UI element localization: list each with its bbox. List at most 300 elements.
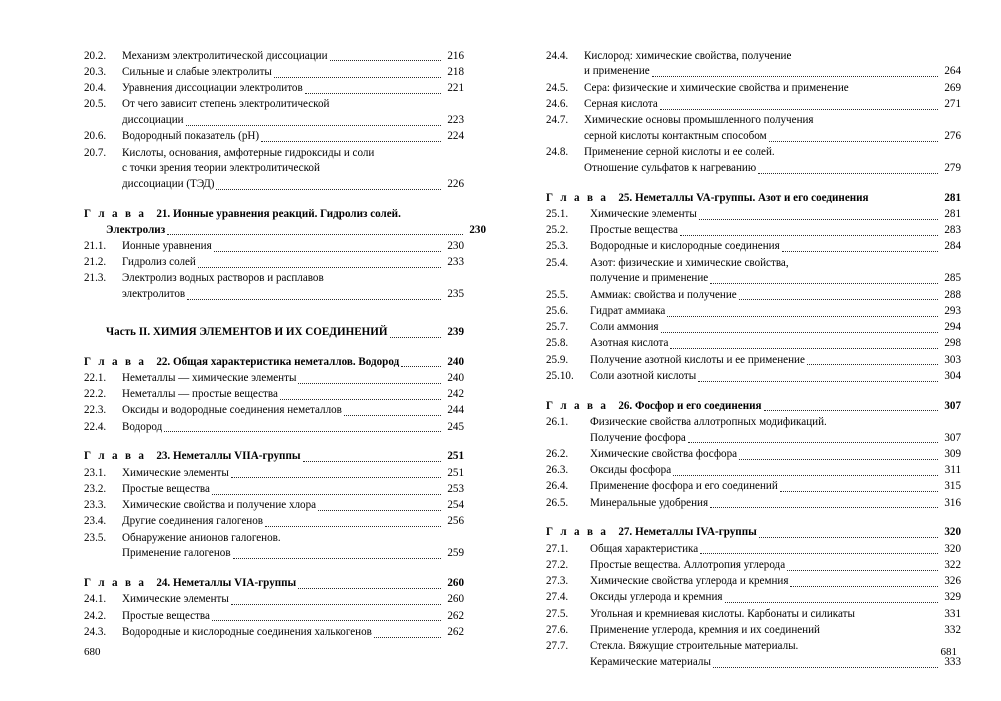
leader-dots xyxy=(322,173,441,174)
toc-chapter-entry xyxy=(84,207,486,239)
entry-title: Оксиды и водородные соединения неметаллов xyxy=(122,404,342,417)
entry-title: Минеральные удобрения xyxy=(590,496,709,509)
entry-title: Кислород: химические свойства, получение xyxy=(584,49,792,62)
toc-section-entry xyxy=(546,542,961,558)
entry-title: Простые вещества. Аллотропия углерода xyxy=(590,558,786,571)
leader-dots xyxy=(187,298,441,300)
entry-title: Получение фосфора xyxy=(590,431,686,444)
entry-page-number: 279 xyxy=(944,161,961,174)
leader-dots xyxy=(167,233,463,235)
chapter-number: 27. xyxy=(618,526,635,539)
entry-page-number: 307 xyxy=(944,431,961,444)
toc-section-entry xyxy=(546,463,961,479)
entry-title: Гидрат аммиака xyxy=(590,304,666,317)
toc-chapter-row[interactable] xyxy=(546,399,961,415)
toc-section-row[interactable] xyxy=(84,271,464,287)
entry-number: 20.5. xyxy=(84,98,107,111)
entry-number: 27.6. xyxy=(546,623,569,636)
toc-section-entry xyxy=(546,256,961,288)
toc-section-row[interactable] xyxy=(84,255,464,271)
chapter-number: 25. xyxy=(618,191,635,204)
entry-title: Азотная кислота xyxy=(590,337,669,350)
toc-section-row[interactable] xyxy=(546,607,961,623)
toc-section-row[interactable] xyxy=(84,482,464,498)
toc-section-row[interactable] xyxy=(546,113,961,129)
entry-number: 26.5. xyxy=(546,496,569,509)
leader-dots xyxy=(700,552,938,554)
entry-page-number: 315 xyxy=(944,480,961,493)
toc-section-row[interactable] xyxy=(546,207,961,223)
entry-page-number: 303 xyxy=(944,353,961,366)
entry-number: 25.8. xyxy=(546,337,569,350)
entry-page-number: 245 xyxy=(447,420,464,433)
entry-page-number: 284 xyxy=(944,240,961,253)
entry-title: Азот: физические и химические свойства, xyxy=(590,256,789,269)
chapter-word: Г л а в а xyxy=(546,191,619,204)
page-right xyxy=(500,0,1001,701)
toc-section-entry xyxy=(546,639,961,671)
toc-section-entry xyxy=(546,415,961,447)
toc-section-entry xyxy=(546,607,961,623)
toc-chapter-row-cont[interactable] xyxy=(84,223,486,239)
entry-title: Применение фосфора и его соединений xyxy=(590,480,778,493)
entry-number: 25.10. xyxy=(546,369,574,382)
leader-dots xyxy=(298,382,441,384)
toc-chapter-row[interactable] xyxy=(84,449,464,465)
entry-title: Неметаллы — химические элементы xyxy=(122,371,297,384)
entry-number: 21.2. xyxy=(84,256,107,268)
chapter-number: 22. xyxy=(156,355,173,368)
toc-section-row[interactable] xyxy=(84,146,464,162)
toc-section-row[interactable] xyxy=(84,81,464,97)
chapter-number: 26. xyxy=(618,399,635,412)
entry-page-number: 223 xyxy=(447,114,464,126)
entry-page-number: 333 xyxy=(944,655,961,668)
toc-section-row[interactable] xyxy=(546,558,961,574)
entry-page-number: 216 xyxy=(447,49,464,62)
entry-title: Кислоты, основания, амфотерные гидроксиды и соли xyxy=(122,146,375,159)
entry-page-number: 218 xyxy=(447,65,464,78)
toc-section-row[interactable] xyxy=(84,97,464,113)
leader-dots xyxy=(652,75,938,77)
entry-number: 25.4. xyxy=(546,256,569,269)
leader-dots xyxy=(764,409,939,411)
entry-page-number: 239 xyxy=(447,325,464,338)
entry-number: 20.6. xyxy=(84,130,107,143)
entry-page-number: 230 xyxy=(469,223,486,236)
leader-dots xyxy=(667,315,938,317)
entry-number: 22.4. xyxy=(84,420,107,433)
entry-title: Уравнения диссоциации электролитов xyxy=(122,82,303,94)
toc-right-column xyxy=(546,49,961,671)
toc-section-row[interactable] xyxy=(546,353,961,369)
entry-title: Физические свойства аллотропных модификаций. xyxy=(590,415,827,428)
leader-dots xyxy=(673,474,938,476)
entry-title: с точки зрения теории электролитической xyxy=(122,162,320,175)
entry-number: 20.3. xyxy=(84,65,107,78)
toc-part-row[interactable] xyxy=(106,325,464,341)
entry-page-number: 242 xyxy=(447,388,464,400)
entry-title: Водородные и кислородные соединения халькогенов xyxy=(122,625,372,638)
entry-page-number: 271 xyxy=(944,97,961,110)
leader-dots xyxy=(303,460,441,462)
toc-section-row[interactable] xyxy=(84,420,464,436)
entry-title: Водород xyxy=(122,420,163,433)
entry-number: 24.8. xyxy=(546,146,569,158)
toc-section-row-cont[interactable] xyxy=(546,64,961,80)
toc-section-entry xyxy=(84,514,464,530)
toc-section-entry xyxy=(84,403,464,419)
entry-title: Химические элементы xyxy=(122,466,229,479)
toc-section-row[interactable] xyxy=(546,479,961,495)
entry-title: и применение xyxy=(584,65,650,78)
toc-section-row[interactable] xyxy=(84,239,464,255)
entry-page-number: 221 xyxy=(447,82,464,94)
toc-section-row[interactable] xyxy=(84,466,464,482)
entry-page-number: 276 xyxy=(944,129,961,142)
toc-section-row[interactable] xyxy=(546,447,961,463)
entry-page-number: 240 xyxy=(447,355,464,368)
toc-chapter-row[interactable] xyxy=(84,207,464,223)
chapter-number: 21. xyxy=(156,207,173,220)
entry-number: 21.1. xyxy=(84,239,107,252)
toc-chapter-row[interactable] xyxy=(84,355,464,371)
leader-dots xyxy=(186,124,441,126)
page-left xyxy=(0,0,500,701)
toc-section-entry xyxy=(546,81,961,97)
leader-dots xyxy=(212,493,441,495)
toc-section-row-cont[interactable] xyxy=(84,161,464,177)
leader-dots xyxy=(390,336,442,338)
toc-section-entry xyxy=(546,304,961,320)
entry-page-number: 322 xyxy=(944,558,961,571)
leader-dots xyxy=(871,202,938,203)
toc-section-row[interactable] xyxy=(546,256,961,272)
entry-title: Неметаллы VA-группы. Азот и его соединения xyxy=(634,191,869,204)
toc-section-entry xyxy=(84,371,464,387)
entry-number: 20.4. xyxy=(84,82,107,94)
entry-title: Ионные уравнения реакций. Гидролиз солей. xyxy=(172,207,401,220)
leader-dots xyxy=(265,525,441,527)
leader-dots xyxy=(698,380,938,382)
entry-page-number: 320 xyxy=(944,526,961,539)
entry-title: Химические элементы xyxy=(590,207,697,220)
toc-section-row[interactable] xyxy=(546,288,961,304)
leader-dots xyxy=(699,218,938,220)
toc-section-entry xyxy=(546,207,961,223)
leader-dots xyxy=(769,140,938,142)
toc-section-row[interactable] xyxy=(546,239,961,255)
chapter-number: 24. xyxy=(156,577,173,589)
entry-number: 20.7. xyxy=(84,146,107,159)
entry-page-number: 233 xyxy=(447,256,464,268)
toc-section-row-cont[interactable] xyxy=(546,431,961,447)
toc-section-row[interactable] xyxy=(546,369,961,385)
toc-section-row[interactable] xyxy=(84,514,464,530)
toc-section-entry xyxy=(546,574,961,590)
toc-chapter-entry xyxy=(546,191,961,207)
toc-section-row[interactable] xyxy=(84,129,464,145)
folio-right: 681 xyxy=(940,646,957,658)
entry-page-number: 283 xyxy=(944,224,961,236)
toc-section-row[interactable] xyxy=(546,623,961,639)
toc-section-row[interactable] xyxy=(546,574,961,590)
toc-section-row[interactable] xyxy=(84,531,464,547)
entry-title: Серная кислота xyxy=(584,97,658,110)
toc-chapter-row[interactable] xyxy=(546,525,961,541)
toc-section-row[interactable] xyxy=(546,415,961,431)
entry-number: 25.6. xyxy=(546,304,569,317)
entry-title: Обнаружение анионов галогенов. xyxy=(122,531,281,544)
entry-title: Электролиз водных растворов и расплавов xyxy=(122,272,324,285)
leader-dots xyxy=(710,506,938,508)
entry-number: 24.1. xyxy=(84,593,107,606)
toc-section-row[interactable] xyxy=(546,463,961,479)
leader-dots xyxy=(680,234,938,236)
entry-page-number: 240 xyxy=(447,371,464,384)
folio-left: 680 xyxy=(84,646,101,658)
toc-section-entry xyxy=(84,129,464,145)
entry-page-number: 316 xyxy=(944,496,961,509)
leader-dots xyxy=(807,363,938,365)
entry-title: Химические основы промышленного получения xyxy=(584,114,814,126)
entry-title: Неметаллы IVA-группы xyxy=(634,526,757,539)
entry-title: Гидролиз солей xyxy=(122,256,196,268)
toc-section-entry xyxy=(84,146,464,193)
leader-dots xyxy=(670,347,938,349)
leader-dots xyxy=(261,140,441,142)
entry-number: 23.2. xyxy=(84,482,107,495)
leader-dots xyxy=(318,509,441,511)
entry-title: Керамические материалы xyxy=(590,655,711,668)
chapter-word: Г л а в а xyxy=(84,450,157,463)
entry-title: Простые вещества xyxy=(122,609,210,622)
toc-section-row[interactable] xyxy=(84,625,464,641)
leader-dots xyxy=(298,587,441,589)
toc-section-row[interactable] xyxy=(546,590,961,606)
leader-dots xyxy=(857,618,938,619)
leader-dots xyxy=(280,398,441,400)
toc-section-row[interactable] xyxy=(546,336,961,352)
leader-dots xyxy=(688,441,938,443)
leader-dots xyxy=(233,557,441,559)
toc-section-row-cont[interactable] xyxy=(84,287,464,303)
entry-title: Неметаллы — простые вещества xyxy=(122,388,278,400)
leader-dots xyxy=(198,266,441,268)
leader-dots xyxy=(661,331,938,333)
entry-title: Неметаллы VIIА-группы xyxy=(172,450,301,463)
leader-dots xyxy=(401,365,441,367)
entry-title: серной кислоты контактным способом xyxy=(584,129,767,142)
entry-number: 23.4. xyxy=(84,515,107,528)
entry-number: 26.3. xyxy=(546,464,569,476)
leader-dots xyxy=(344,414,441,416)
entry-title: диссоциации (ТЭД) xyxy=(122,178,215,190)
entry-number: 27.7. xyxy=(546,640,569,652)
toc-section-row[interactable] xyxy=(84,371,464,387)
toc-section-row-cont[interactable] xyxy=(546,271,961,287)
leader-dots xyxy=(793,60,938,61)
toc-section-row[interactable] xyxy=(546,49,961,65)
toc-section-entry xyxy=(546,288,961,304)
toc-section-entry xyxy=(546,479,961,495)
toc-section-row[interactable] xyxy=(546,304,961,320)
entry-page-number: 260 xyxy=(447,577,464,589)
entry-page-number: 285 xyxy=(944,272,961,285)
toc-section-row[interactable] xyxy=(546,223,961,239)
entry-number: 26.1. xyxy=(546,415,569,428)
leader-dots xyxy=(790,585,938,587)
entry-title: электролитов xyxy=(122,288,186,300)
toc-section-entry xyxy=(546,49,961,81)
entry-number: 25.7. xyxy=(546,321,569,333)
leader-dots xyxy=(332,109,442,110)
chapter-word: Г л а в а xyxy=(546,526,619,539)
toc-section-row[interactable] xyxy=(84,65,464,81)
entry-number: 22.1. xyxy=(84,371,107,384)
toc-section-entry xyxy=(84,65,464,81)
toc-section-entry xyxy=(84,609,464,625)
toc-section-entry xyxy=(84,271,464,303)
toc-section-row[interactable] xyxy=(546,81,961,97)
toc-section-row[interactable] xyxy=(546,145,961,161)
leader-dots xyxy=(782,250,938,252)
entry-title: Часть II. ХИМИЯ ЭЛЕМЕНТОВ И ИХ СОЕДИНЕНИЙ xyxy=(106,325,388,338)
leader-dots xyxy=(330,59,441,61)
leader-dots xyxy=(851,92,938,93)
entry-number: 25.3. xyxy=(546,240,569,253)
entry-page-number: 294 xyxy=(944,321,961,333)
entry-title: Применение серной кислоты и ее солей. xyxy=(584,146,775,158)
entry-number: 24.3. xyxy=(84,625,107,638)
toc-section-row-cont[interactable] xyxy=(546,161,961,177)
toc-section-row[interactable] xyxy=(546,97,961,113)
entry-number: 24.5. xyxy=(546,81,569,94)
leader-dots xyxy=(212,619,441,621)
leader-dots xyxy=(725,601,938,603)
entry-title: Оксиды углерода и кремния xyxy=(590,591,723,604)
toc-section-entry xyxy=(546,239,961,255)
toc-section-row-cont[interactable] xyxy=(546,129,961,145)
toc-section-row[interactable] xyxy=(546,320,961,336)
toc-section-row[interactable] xyxy=(546,639,961,655)
entry-title: диссоциации xyxy=(122,114,184,126)
leader-dots xyxy=(758,172,938,174)
toc-section-row[interactable] xyxy=(84,592,464,608)
entry-number: 23.5. xyxy=(84,531,107,544)
entry-title: Соли азотной кислоты xyxy=(590,369,697,382)
entry-title: Электролиз xyxy=(106,223,166,236)
entry-page-number: 226 xyxy=(447,178,464,190)
toc-left-column xyxy=(84,49,486,641)
entry-page-number: 329 xyxy=(944,591,961,604)
entry-page-number: 281 xyxy=(944,191,961,204)
entry-page-number: 262 xyxy=(447,625,464,638)
entry-number: 27.2. xyxy=(546,558,569,571)
toc-section-entry xyxy=(546,336,961,352)
toc-section-row[interactable] xyxy=(84,403,464,419)
leader-dots xyxy=(274,76,441,78)
toc-section-row[interactable] xyxy=(84,498,464,514)
toc-section-entry xyxy=(546,353,961,369)
toc-part-entry xyxy=(84,325,464,341)
leader-dots xyxy=(231,603,441,605)
entry-title: Сера: физические и химические свойства и применение xyxy=(584,81,849,94)
entry-title: Получение азотной кислоты и ее применение xyxy=(590,353,805,366)
chapter-word: Г л а в а xyxy=(84,207,157,220)
leader-dots xyxy=(710,282,938,284)
toc-chapter-row[interactable] xyxy=(84,576,464,592)
entry-title: получение и применение xyxy=(590,272,709,285)
toc-section-entry xyxy=(84,531,464,563)
entry-number: 27.5. xyxy=(546,607,569,620)
leader-dots xyxy=(326,283,441,284)
entry-page-number: 262 xyxy=(447,609,464,622)
leader-dots xyxy=(739,298,938,300)
entry-title: Химические свойства и получение хлора xyxy=(122,499,317,511)
leader-dots xyxy=(403,219,441,220)
toc-section-entry xyxy=(546,369,961,385)
toc-section-entry xyxy=(546,97,961,113)
entry-number: 21.3. xyxy=(84,272,107,285)
chapter-number: 23. xyxy=(156,450,173,463)
leader-dots xyxy=(305,92,441,94)
entry-page-number: 230 xyxy=(447,239,464,252)
entry-page-number: 320 xyxy=(944,542,961,555)
entry-page-number: 254 xyxy=(447,499,464,511)
toc-section-row[interactable] xyxy=(546,496,961,512)
toc-section-row-cont[interactable] xyxy=(84,546,464,562)
entry-title: Угольная и кремниевая кислоты. Карбонаты и силикаты xyxy=(590,607,855,620)
toc-section-entry xyxy=(84,482,464,498)
entry-page-number: 293 xyxy=(944,304,961,317)
entry-page-number: 304 xyxy=(944,369,961,382)
toc-section-row[interactable] xyxy=(84,387,464,403)
entry-title: Соли аммония xyxy=(590,321,659,333)
entry-title: Химические свойства углерода и кремния xyxy=(590,575,789,587)
entry-page-number: 259 xyxy=(447,547,464,560)
entry-number: 24.7. xyxy=(546,114,569,126)
toc-section-row-cont[interactable] xyxy=(84,113,464,129)
chapter-word: Г л а в а xyxy=(84,577,157,589)
toc-section-entry xyxy=(84,97,464,129)
entry-title: От чего зависит степень электролитической xyxy=(122,98,330,111)
leader-dots xyxy=(164,430,441,432)
toc-section-row-cont[interactable] xyxy=(84,177,464,193)
toc-section-row[interactable] xyxy=(84,49,464,65)
leader-dots xyxy=(739,458,938,460)
toc-section-row-cont[interactable] xyxy=(546,655,961,671)
entry-title: Сильные и слабые электролиты xyxy=(122,65,272,78)
toc-chapter-row[interactable] xyxy=(546,191,961,207)
entry-title: Фосфор и его соединения xyxy=(634,399,762,412)
entry-title: Простые вещества xyxy=(122,482,210,495)
entry-number: 25.5. xyxy=(546,288,569,301)
chapter-word: Г л а в а xyxy=(546,399,619,412)
toc-section-entry xyxy=(546,447,961,463)
toc-chapter-entry xyxy=(84,576,464,592)
toc-section-row[interactable] xyxy=(84,609,464,625)
chapter-word: Г л а в а xyxy=(84,355,157,368)
toc-section-entry xyxy=(84,466,464,482)
toc-section-row[interactable] xyxy=(546,542,961,558)
entry-title: Ионные уравнения xyxy=(122,239,212,252)
leader-dots xyxy=(660,108,938,110)
entry-page-number: 244 xyxy=(447,404,464,417)
entry-title: Другие соединения галогенов xyxy=(122,515,263,528)
entry-number: 26.2. xyxy=(546,447,569,460)
toc-section-entry xyxy=(546,223,961,239)
